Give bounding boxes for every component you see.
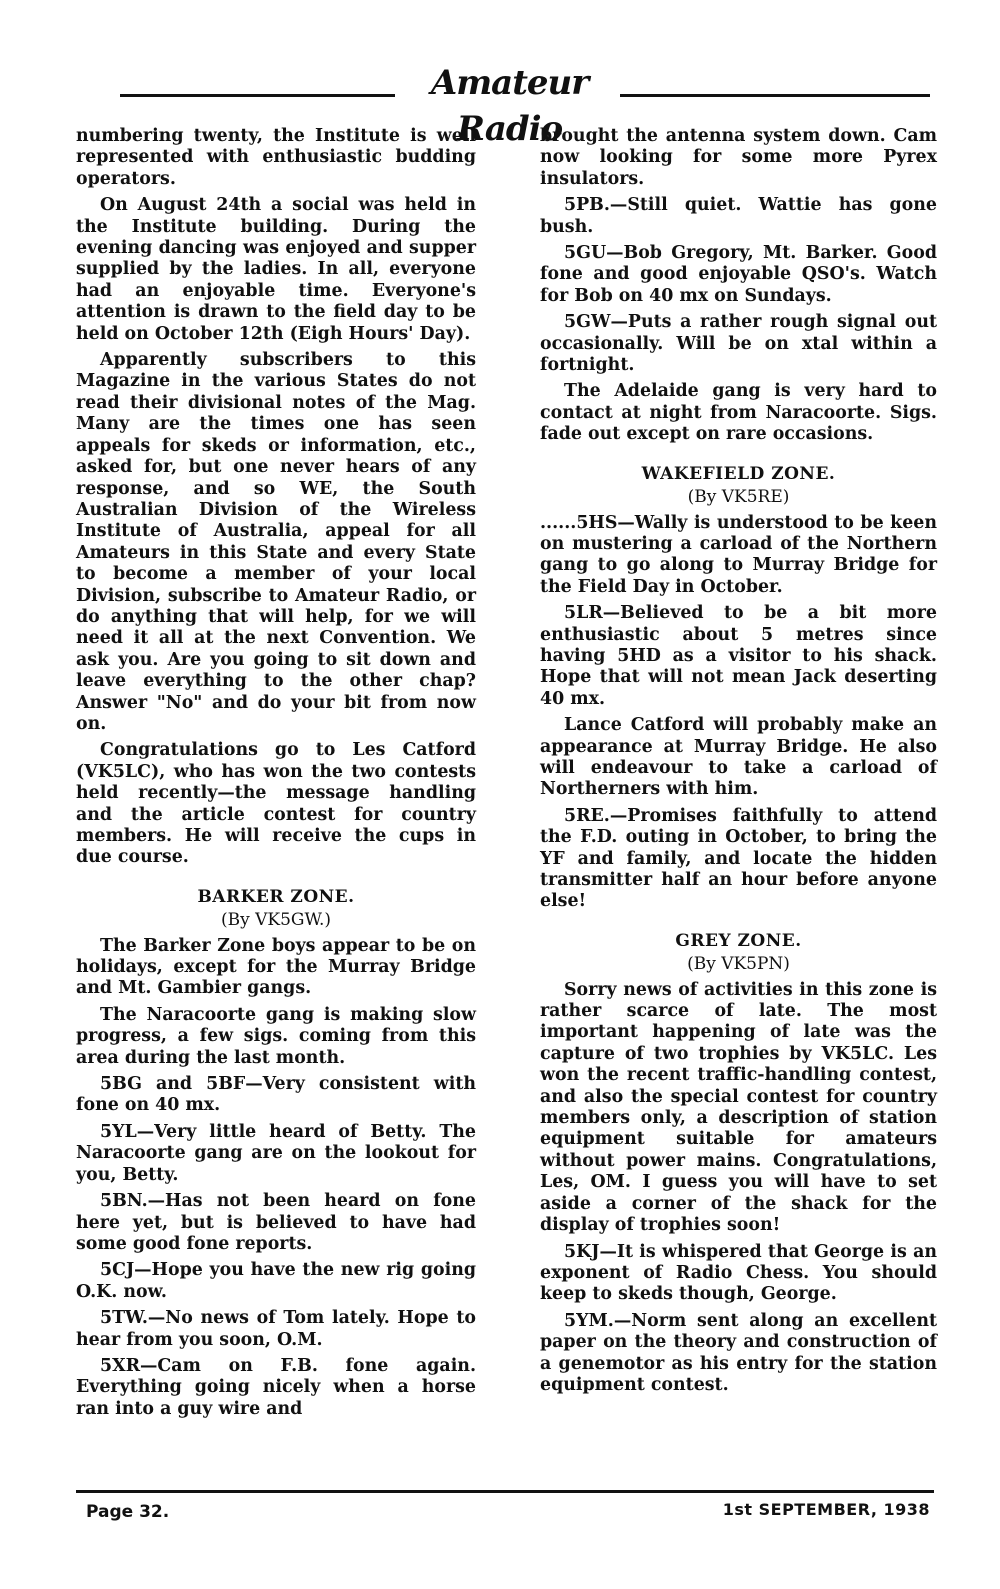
paragraph: 5CJ—Hope you have the new rig going O.K. now. [76,1260,476,1302]
paragraph: Congratulations go to Les Catford (VK5LC), who has won the two contests held recently—the message handling and the article contest for country members. He will receive the cups in due course. [76,740,476,868]
footer-rule [76,1490,934,1493]
paragraph: 5XR—Cam on F.B. fone again. Everything going nicely when a horse ran into a guy wire and [76,1355,476,1419]
paragraph: 5GW—Puts a rather rough signal out occasionally. Will be on xtal within a fortnight. [540,312,937,376]
paragraph: On August 24th a social was held in the Institute building. During the evening dancing was enjoyed and supper supplied by the ladies. In all, everyone had an enjoyable time. Everyone's attention is drawn to the field day to be held on October 12th (Eigh Hours' Day). [76,195,476,344]
issue-date: 1st SEPTEMBER, 1938 [722,1500,930,1519]
page-number: Page 32. [86,1502,170,1522]
paragraph: Lance Catford will probably make an appearance at Murray Bridge. He also will endeavour to take a carload of Northerners with him. [540,715,937,800]
section-heading-grey-zone: GREY ZONE. [675,930,802,951]
masthead-title: Amateur Radio [430,63,589,149]
paragraph: The Adelaide gang is very hard to contact at night from Naracoorte. Sigs. fade out except on rare occasions. [540,381,937,445]
paragraph: brought the antenna system down. Cam now looking for some more Pyrex insulators. [540,126,937,189]
paragraph: Apparently subscribers to this Magazine in the various States do not read their divisional notes of the Mag. Many are the times one has seen appeals for skeds or information, etc., asked for, but one never hears of any response, and so WE, the South Australian Division of the Wireless Institute of Australia, appeal for all Amateurs in this State and every State to become a member of your local Division, subscribe to Amateur Radio, or do anything that will help, for we will need it all at the next Convention. We ask you. Are you going to sit down and leave everything to the other chap? Answer "No" and do your bit from now on. [76,350,476,734]
section-byline-barker-zone: (By VK5GW.) [220,910,332,931]
paragraph: 5YL—Very little heard of Betty. The Naracoorte gang are on the lookout for you, Betty. [76,1121,476,1185]
paragraph: 5GU—Bob Gregory, Mt. Barker. Good fone and good enjoyable QSO's. Watch for Bob on 40 mx on Sundays. [540,243,937,306]
paragraph: 5TW.—No news of Tom lately. Hope to hear from you soon, O.M. [76,1308,476,1350]
right-column [540,126,937,1401]
section-byline-grey-zone: (By VK5PN) [687,954,790,975]
left-column [76,126,476,1425]
paragraph: 5RE.—Promises faithfully to attend the F.D. outing in October, to bring the YF and family, and locate the hidden transmitter half an hour before anyone else! [540,805,937,912]
paragraph: 5BN.—Has not been heard on fone here yet, but is believed to have had some good fone reports. [76,1191,476,1254]
section-byline-wakefield-zone: (By VK5RE) [687,487,790,508]
paragraph: 5KJ—It is whispered that George is an exponent of Radio Chess. You should keep to skeds though, George. [540,1241,937,1305]
paragraph: 5PB.—Still quiet. Wattie has gone bush. [540,195,937,237]
paragraph: Sorry news of activities in this zone is rather scarce of late. The most important happening of late was the capture of two trophies by VK5LC. Les won the recent traffic-handling contest, and also the special contest for country members only, a description of station equipment suitable for amateurs without power mains. Congratulations, Les, OM. I guess you will have to set aside a corner of the shack for the display of trophies soon! [540,979,937,1236]
section-heading-barker-zone: BARKER ZONE. [197,886,355,907]
paragraph: The Barker Zone boys appear to be on holidays, except for the Murray Bridge and Mt. Gambier gangs. [76,935,476,999]
masthead-rule-right [620,94,930,97]
paragraph: ......5HS—Wally is understood to be keen on mustering a carload of the Northern gang to go along to Murray Bridge for the Field Day in October. [540,512,937,597]
paragraph: numbering twenty, the Institute is well represented with enthusiastic budding operators. [76,126,476,189]
paragraph: 5YM.—Norm sent along an excellent paper on the theory and construction of a genemotor as his entry for the station equipment contest. [540,1310,937,1395]
paragraph: 5LR—Believed to be a bit more enthusiastic about 5 metres since having 5HD as a visitor to his shack. Hope that will not mean Jack deserting 40 mx. [540,603,937,709]
paragraph: The Naracoorte gang is making slow progress, a few sigs. coming from this area during the last month. [76,1004,476,1068]
section-heading-wakefield-zone: WAKEFIELD ZONE. [641,463,836,484]
masthead-rule-left [120,94,395,97]
masthead [120,60,930,149]
paragraph: 5BG and 5BF—Very consistent with fone on 40 mx. [76,1074,476,1116]
